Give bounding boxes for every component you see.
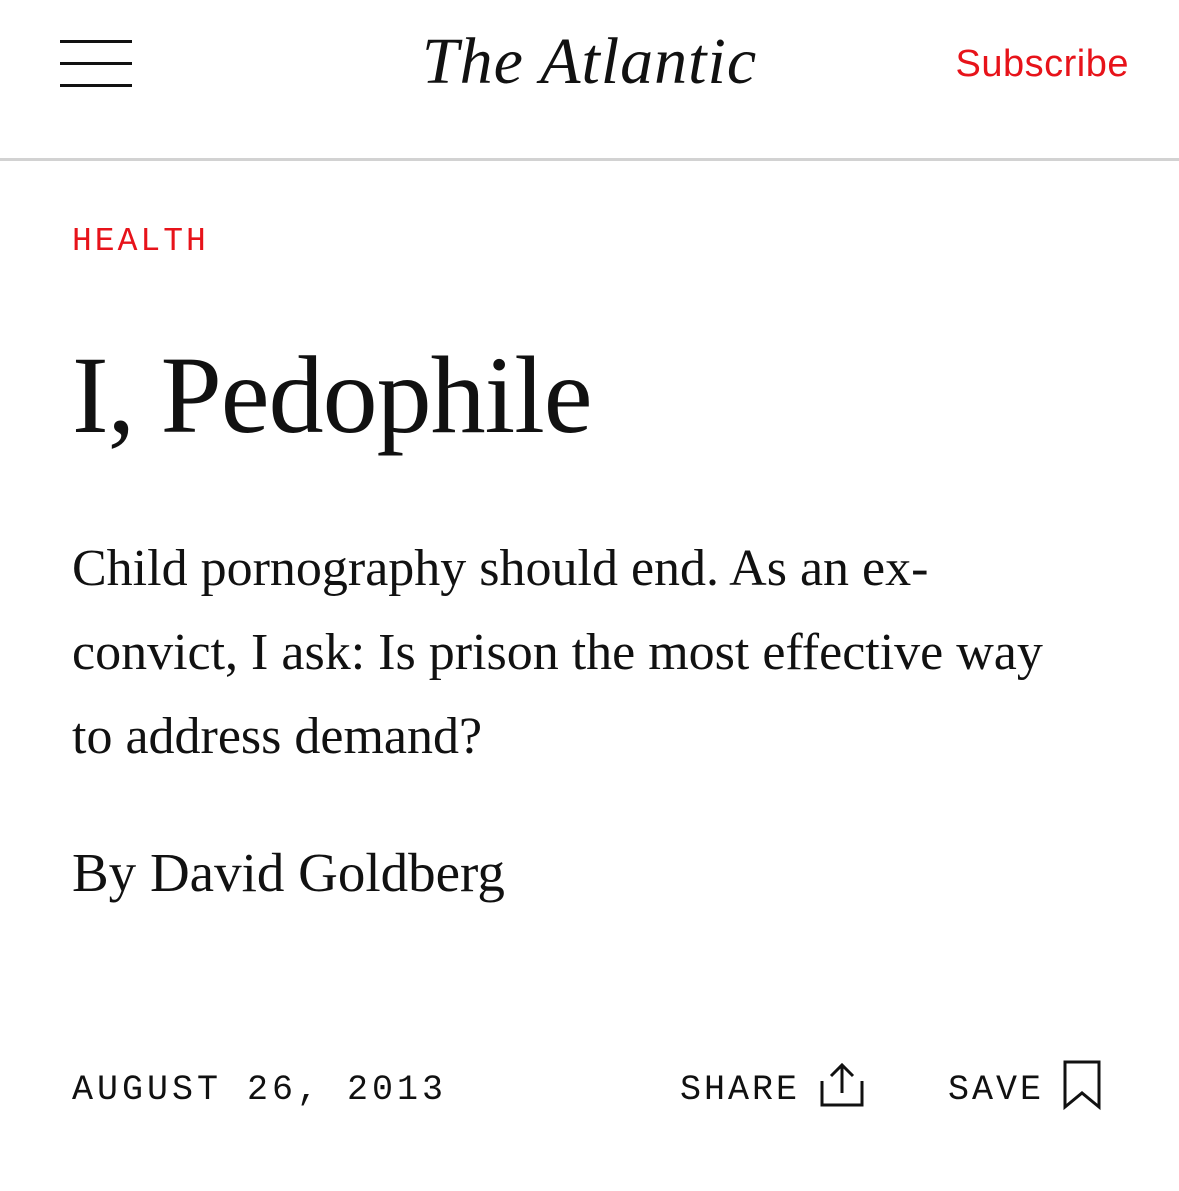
hamburger-menu-icon[interactable]	[60, 40, 132, 90]
section-label[interactable]: HEALTH	[72, 223, 209, 260]
subscribe-link[interactable]: Subscribe	[955, 43, 1129, 85]
share-label: SHARE	[680, 1070, 801, 1110]
site-header	[0, 0, 1179, 161]
share-icon	[818, 1061, 866, 1120]
share-button[interactable]	[680, 1062, 866, 1118]
menu-line-middle	[60, 62, 132, 65]
menu-line-bottom	[60, 84, 132, 87]
byline	[72, 838, 505, 908]
menu-line-top	[60, 40, 132, 43]
article-dek: Child pornography should end. As an ex-convict, I ask: Is prison the most effective way to address demand?	[72, 540, 1043, 765]
site-logo[interactable]: The Atlantic	[421, 25, 758, 98]
article-title: I, Pedophile	[72, 334, 592, 456]
byline-prefix: By	[72, 842, 150, 903]
author-link[interactable]: David Goldberg	[149, 842, 505, 903]
save-label: SAVE	[948, 1070, 1045, 1110]
bookmark-icon	[1062, 1059, 1102, 1122]
save-button[interactable]	[948, 1062, 1102, 1118]
publish-date: AUGUST 26, 2013	[72, 1070, 448, 1110]
